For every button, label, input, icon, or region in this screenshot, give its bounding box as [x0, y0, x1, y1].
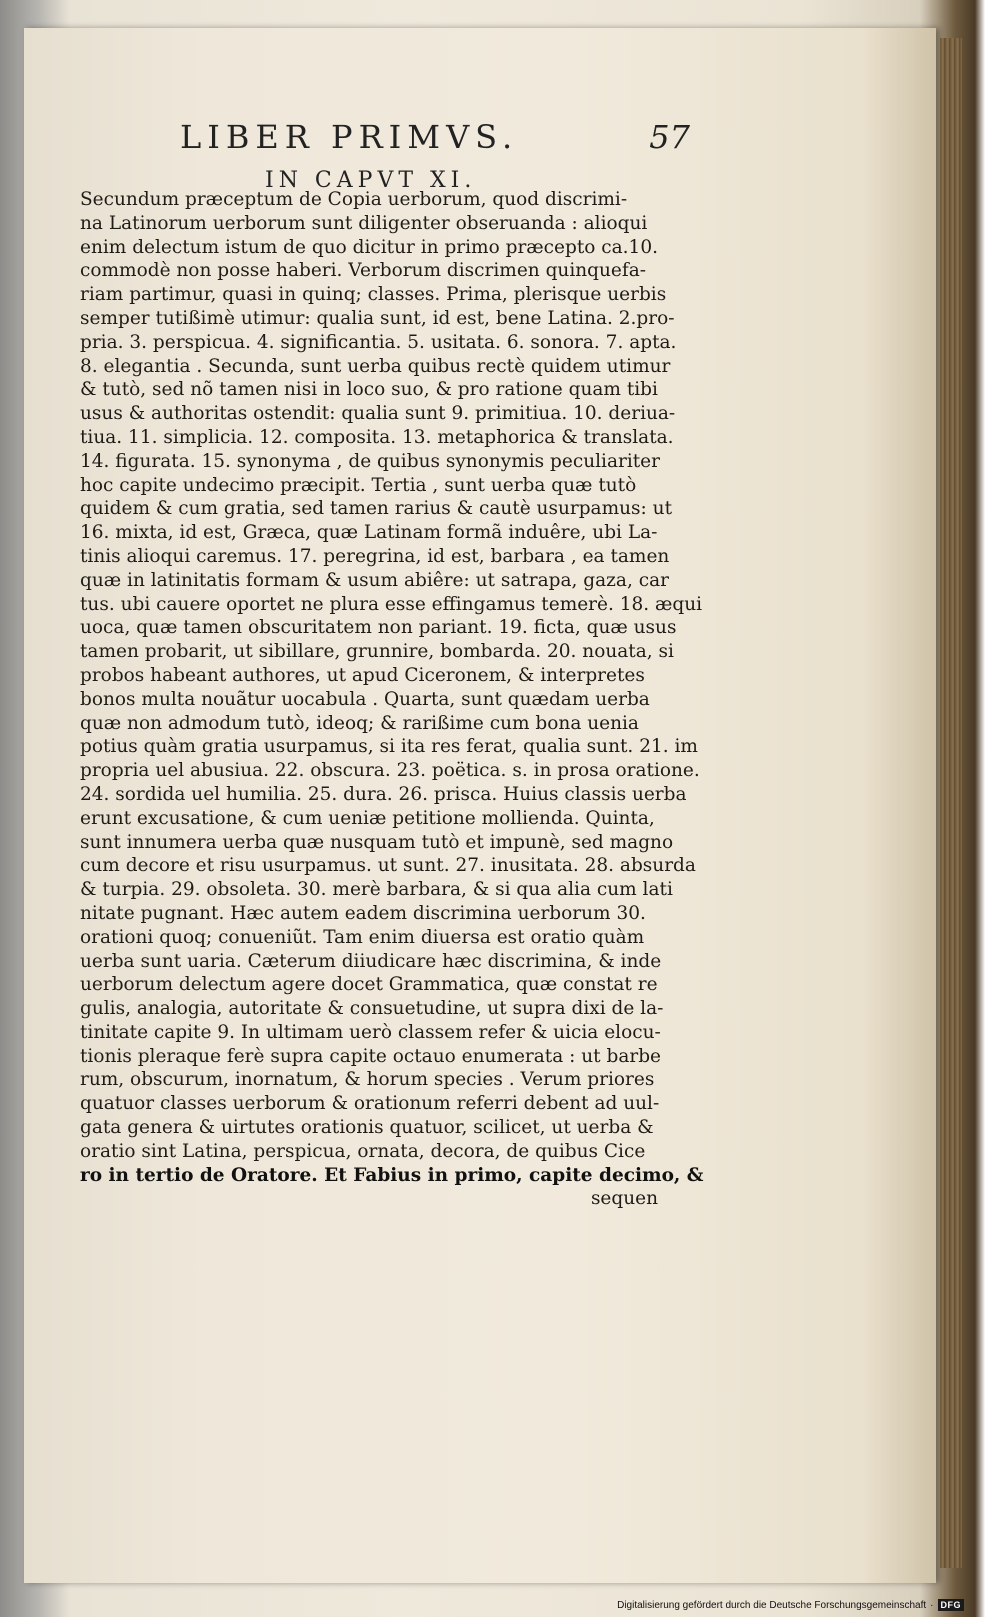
page-edge: [940, 38, 962, 1568]
text-line: 24. sordida uel humilia. 25. dura. 26. prisca. Huius classis uerba: [80, 783, 687, 805]
text-line: rum, obscurum, inornatum, & horum species . Verum priores: [80, 1069, 655, 1091]
text-line: na Latinorum uerborum sunt diligenter obseruanda : alioqui: [80, 212, 648, 234]
text-line: Secundum præceptum de Copia uerborum, quod discrimi-: [80, 189, 628, 210]
text-line: oratio sint Latina, perspicua, ornata, decora, de quibus Cice: [80, 1140, 646, 1162]
text-line: propria uel abusiua. 22. obscura. 23. poëtica. s. in prosa oratione.: [80, 760, 700, 782]
text-line: sunt innumera uerba quæ nusquam tutò et impunè, sed magno: [80, 831, 674, 853]
credit-separator: ·: [930, 1599, 934, 1611]
text-line: quidem & cum gratia, sed tamen rarius & cautè usurpamus: ut: [80, 498, 672, 520]
text-line: semper tutißimè utimur: qualia sunt, id est, bene Latina. 2.pro-: [80, 307, 675, 329]
text-line: probos habeant authores, ut apud Ciceronem, & interpretes: [80, 664, 645, 686]
chapter-heading: IN CAPVT XI.: [265, 168, 477, 193]
text-line: & tutò, sed nõ tamen nisi in loco suo, & pro ratione quam tibi: [80, 379, 658, 401]
text-line: tus. ubi cauere oportet ne plura esse effingamus temerè. 18. æqui: [80, 593, 703, 615]
text-line: 14. figurata. 15. synonyma , de quibus synonymis peculiariter: [80, 450, 660, 472]
text-line: uoca, quæ tamen obscuritatem non pariant. 19. ficta, quæ usus: [80, 617, 677, 639]
text-line: potius quàm gratia usurpamus, si ita res ferat, qualia sunt. 21. im: [80, 736, 698, 758]
digitization-credit: [617, 1599, 964, 1611]
text-line: uerborum delectum agere docet Grammatica, quæ constat re: [80, 974, 658, 996]
text-line: & turpia. 29. obsoleta. 30. merè barbara, & si qua alia cum lati: [80, 879, 673, 901]
text-line: tionis pleraque ferè supra capite octauo enumerata : ut barbe: [80, 1045, 661, 1067]
text-line: uerba sunt uaria. Cæterum diiudicare hæc discrimina, & inde: [80, 950, 662, 972]
text-line: erunt excusatione, & cum ueniæ petitione mollienda. Quinta,: [80, 807, 655, 829]
folio-number: 57: [649, 118, 690, 156]
text-line: nitate pugnant. Hæc autem eadem discrimina uerborum 30.: [80, 902, 646, 924]
text-line: commodè non posse haberi. Verborum discrimen quinquefa-: [80, 260, 646, 282]
text-line: usus & authoritas ostendit: qualia sunt 9. primitiua. 10. deriua-: [80, 403, 676, 425]
text-line: quæ non admodum tutò, ideoq; & rarißime cum bona uenia: [80, 712, 639, 734]
body-text: [80, 188, 704, 1211]
text-line: tiua. 11. simplicia. 12. composita. 13. metaphorica & translata.: [80, 426, 674, 448]
text-line: gulis, analogia, autoritate & consuetudine, ut supra dixi de la-: [80, 998, 664, 1020]
credit-text: Digitalisierung gefördert durch die Deutsche Forschungsgemeinschaft: [617, 1599, 927, 1611]
text-line: riam partimur, quasi in quinq; classes. Prima, plerisque uerbis: [80, 284, 667, 306]
text-line: quatuor classes uerborum & orationum referri debent ad uul-: [80, 1093, 660, 1115]
text-line: 8. elegantia . Secunda, sunt uerba quibus rectè quidem utimur: [80, 355, 671, 377]
text-line: ro in tertio de Oratore. Et Fabius in primo, capite decimo, &: [80, 1164, 704, 1186]
text-line: quæ in latinitatis formam & usum abiêre: ut satrapa, gaza, car: [80, 569, 669, 591]
text-line: bonos multa nouãtur uocabula . Quarta, sunt quædam uerba: [80, 688, 650, 710]
dfg-logo-icon: DFG: [938, 1599, 965, 1611]
text-line: orationi quoq; conueniũt. Tam enim diuersa est oratio quàm: [80, 926, 645, 948]
running-head: [165, 118, 690, 158]
text-line: cum decore et risu usurpamus. ut sunt. 27. inusitata. 28. absurda: [80, 855, 696, 877]
text-line: 16. mixta, id est, Græca, quæ Latinam formã induêre, ubi La-: [80, 522, 658, 544]
text-line: enim delectum istum de quo dicitur in primo præcepto ca.10.: [80, 236, 658, 258]
running-title: LIBER PRIMVS.: [180, 118, 519, 156]
text-line: tamen probarit, ut sibillare, grunnire, bombarda. 20. nouata, si: [80, 641, 674, 663]
text-line: hoc capite undecimo præcipit. Tertia , sunt uerba quæ tutò: [80, 474, 637, 496]
catchword: sequen: [590, 1188, 658, 1210]
text-line: tinis alioqui caremus. 17. peregrina, id est, barbara , ea tamen: [80, 545, 670, 567]
text-line: pria. 3. perspicua. 4. significantia. 5. usitata. 6. sonora. 7. apta.: [80, 331, 677, 353]
text-line: gata genera & uirtutes orationis quatuor, scilicet, ut uerba &: [80, 1117, 654, 1139]
text-line: tinitate capite 9. In ultimam uerò classem refer & uicia elocu-: [80, 1021, 661, 1043]
